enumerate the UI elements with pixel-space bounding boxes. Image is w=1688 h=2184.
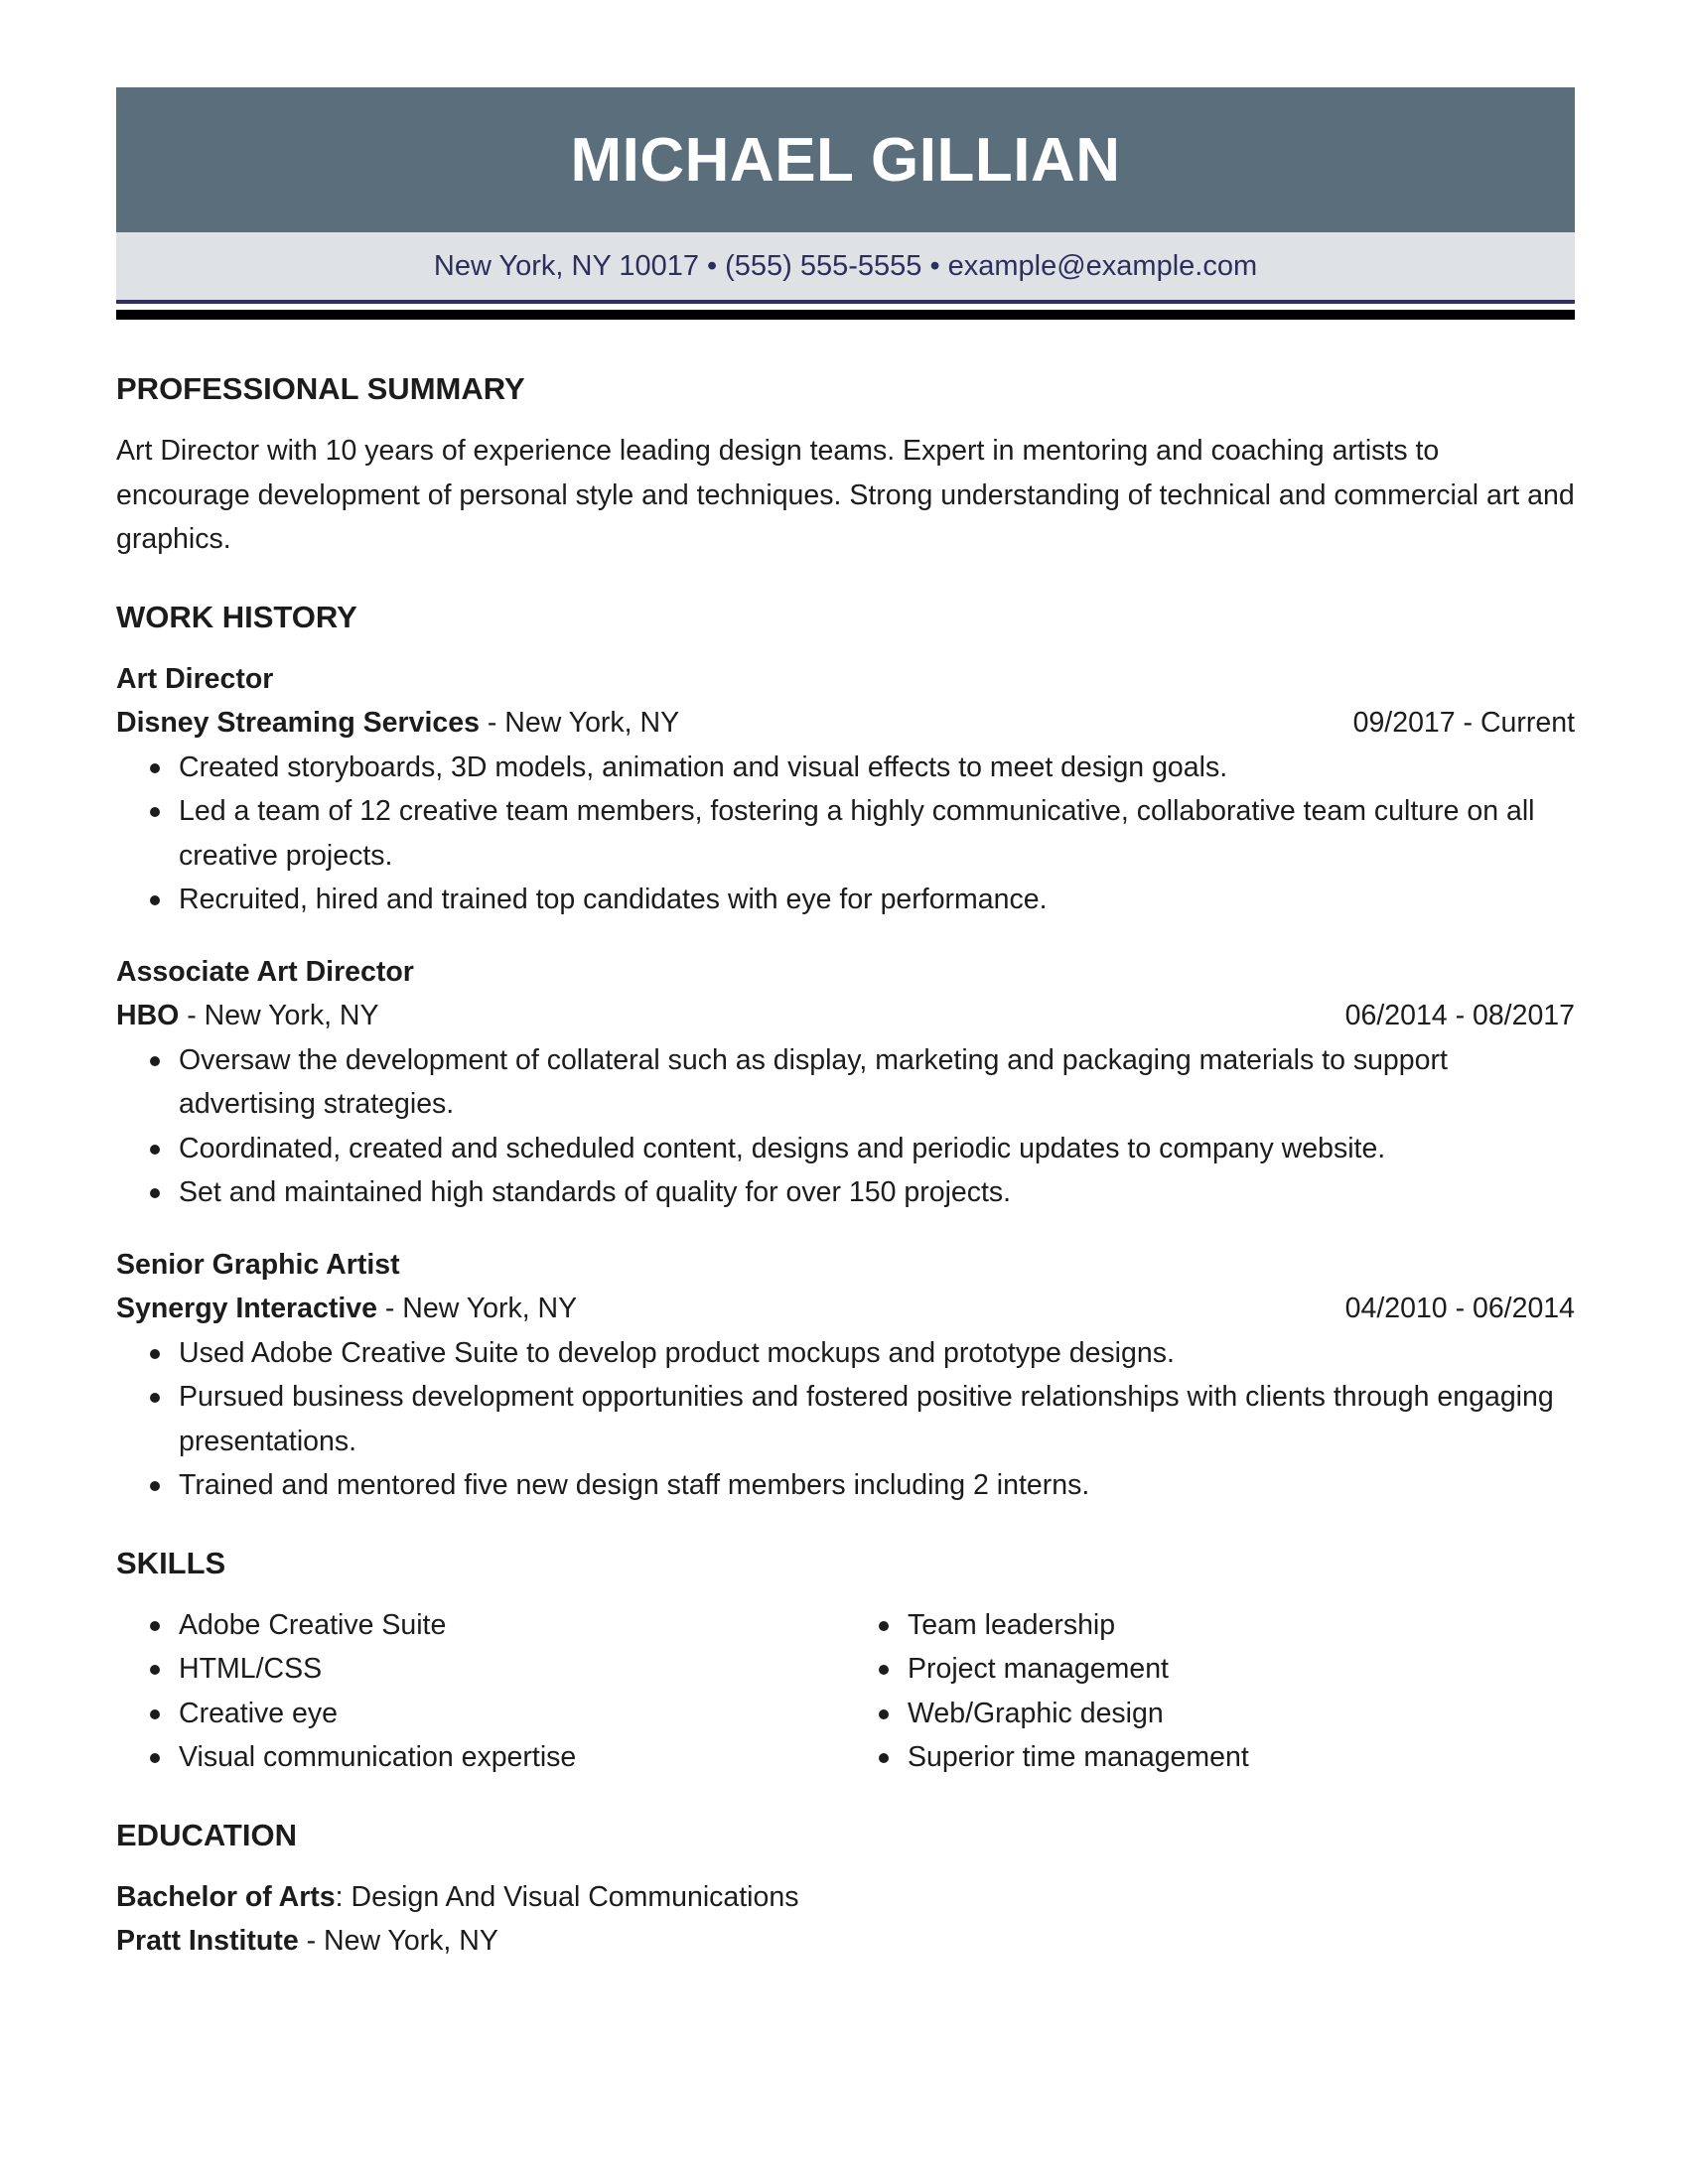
bullet-item: Led a team of 12 creative team members, fostering a highly communicative, collaborative team culture on all creative projects. [179,789,1575,878]
bullet-item: Set and maintained high standards of quality for over 150 projects. [179,1170,1575,1215]
job-entry [116,657,1575,922]
section-title-work-history: WORK HISTORY [116,599,357,634]
school-name: Pratt Institute [116,1925,299,1957]
section-title-summary: PROFESSIONAL SUMMARY [116,371,525,406]
job-employer-line [116,701,1575,746]
bullet-item: Created storyboards, 3D models, animation and visual effects to meet design goals. [179,746,1575,790]
candidate-name: MICHAEL GILLIAN [570,125,1121,195]
skill-item: Superior time management [908,1735,1574,1780]
job-dates: 09/2017 - Current [1352,707,1575,739]
skill-item: Creative eye [179,1692,845,1736]
education-entry [116,1875,1575,1964]
employer [116,994,379,1038]
job-bullets [116,1331,1575,1508]
field-of-study: : Design And Visual Communications [335,1880,799,1913]
job-location: - New York, NY [376,1293,578,1324]
bullet-item: Trained and mentored five new design staff members including 2 interns. [179,1463,1575,1508]
skill-item: Web/Graphic design [908,1692,1574,1736]
contact-separator: • [929,249,940,282]
skills-grid [116,1603,1575,1780]
company-name: HBO [116,1000,180,1031]
degree-line [116,1875,1575,1920]
skill-item: Team leadership [908,1603,1574,1648]
job-title: Art Director [116,662,274,695]
section-title-education: EDUCATION [116,1817,297,1852]
company-name: Disney Streaming Services [116,707,480,739]
contact-separator: • [706,249,718,282]
job-bullets [116,1038,1575,1215]
employer [116,1287,577,1331]
bullet-item: Coordinated, created and scheduled content, designs and periodic updates to company website. [179,1127,1575,1171]
employer [116,701,679,746]
job-dates: 06/2014 - 08/2017 [1344,1000,1575,1031]
contact-phone: (555) 555-5555 [725,249,922,282]
skill-item: Adobe Creative Suite [179,1603,845,1648]
job-title: Associate Art Director [116,955,414,988]
job-dates: 04/2010 - 06/2014 [1344,1293,1575,1324]
bullet-item: Oversaw the development of collateral such as display, marketing and packaging materials to support advertising strategies. [179,1038,1575,1127]
job-title: Senior Graphic Artist [116,1248,400,1281]
job-entry [116,1243,1575,1508]
bullet-item: Used Adobe Creative Suite to develop product mockups and prototype designs. [179,1331,1575,1376]
summary-text: Art Director with 10 years of experience leading design teams. Expert in mentoring and coaching artists to encourage development of personal style and techniques. Strong understanding of technical and commercial art and graphics. [116,435,1575,555]
company-name: Synergy Interactive [116,1293,377,1324]
skill-item: HTML/CSS [179,1647,845,1692]
degree: Bachelor of Arts [116,1880,336,1913]
contact-email: example@example.com [947,249,1258,282]
school-line [116,1919,1575,1964]
job-location: - New York, NY [479,707,680,739]
skills-column-right [845,1603,1574,1780]
contact-bar [116,232,1575,300]
section-title-skills: SKILLS [116,1545,226,1580]
resume-page [116,87,1575,1964]
name-banner [116,87,1575,232]
skill-item: Project management [908,1647,1574,1692]
skills-list [845,1603,1574,1780]
skills-column-left [116,1603,845,1780]
contact-location: New York, NY 10017 [433,249,699,282]
bullet-item: Pursued business development opportunities and fostered positive relationships with clients through engaging presentations. [179,1375,1575,1463]
job-bullets [116,746,1575,922]
job-entry [116,950,1575,1215]
work-history-list [116,657,1575,1508]
divider-thick [116,310,1575,320]
skill-item: Visual communication expertise [179,1735,845,1780]
school-location: - New York, NY [298,1925,498,1957]
job-location: - New York, NY [179,1000,379,1031]
skills-list [116,1603,845,1780]
job-employer-line [116,994,1575,1038]
bullet-item: Recruited, hired and trained top candidates with eye for performance. [179,878,1575,922]
job-employer-line [116,1287,1575,1331]
